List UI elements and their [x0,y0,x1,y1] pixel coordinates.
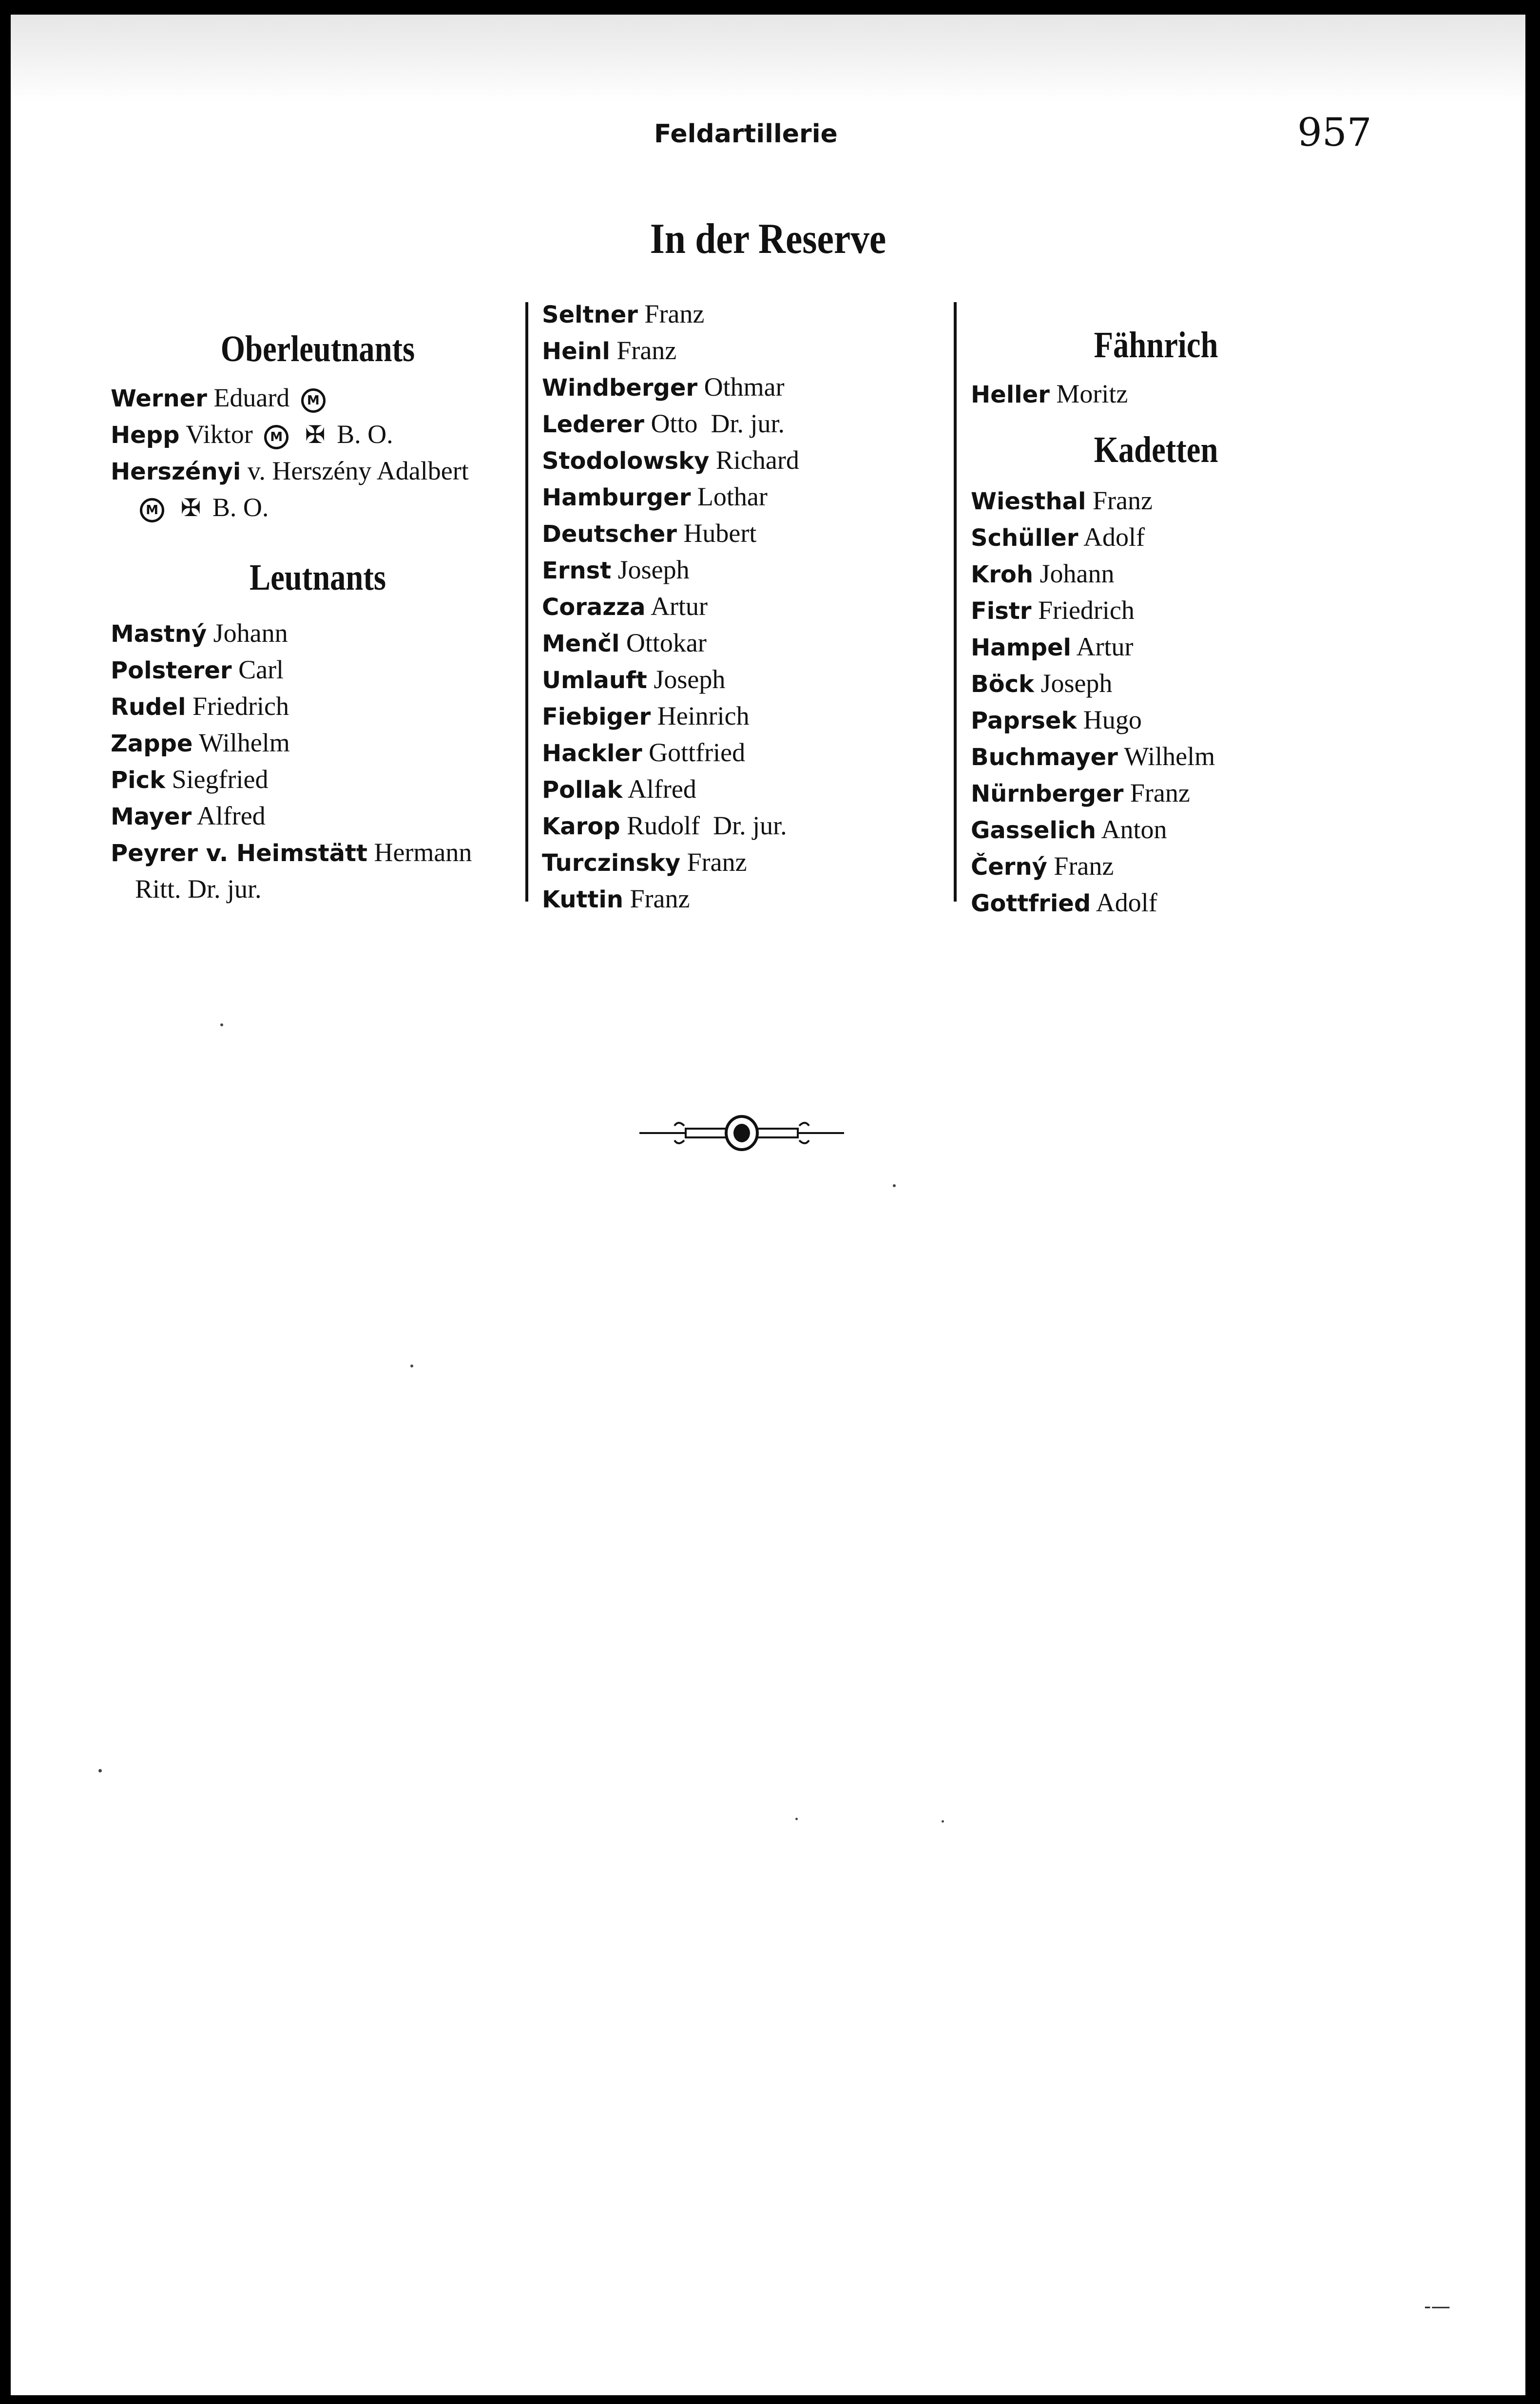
document-page [11,15,1525,2395]
list-item-continuation [111,490,525,526]
scan-shadow [11,15,1525,102]
entry-surname: Stodolowsky [542,447,710,475]
entry-given-name: Hubert [683,519,757,548]
list-item [542,369,956,406]
order-mark-icon: M [264,425,289,449]
heading-leutnants: Leutnants [249,557,386,598]
kadetten-list [971,483,1341,922]
entry-surname: Hepp [111,422,180,449]
list-item [111,689,525,725]
entry-surname: Gasselich [971,817,1097,844]
entry-given-name: Johann [213,618,288,648]
entry-given-name: Siegfried [172,765,269,794]
entry-surname: Fiebiger [542,703,651,731]
list-item [542,589,956,625]
entry-given-name: Joseph [617,555,690,584]
fleuron-ornament-icon [639,1111,844,1155]
list-item [542,625,956,662]
entry-given-name: Franz [644,299,705,328]
list-item [542,406,956,442]
entry-surname: Heinl [542,338,610,365]
entry-given-name: Richard [715,445,799,475]
entry-given-name: Ottokar [626,628,707,657]
entry-surname: Polsterer [111,657,232,684]
entry-surname: Pollak [542,776,623,804]
heading-kadetten: Kadetten [1094,429,1218,470]
entry-given-name: Franz [687,847,747,877]
entry-surname: Ernst [542,557,612,584]
entry-surname: Corazza [542,594,646,621]
entry-surname: Hackler [542,740,642,767]
list-item [111,835,525,871]
entry-surname: Umlauft [542,667,647,694]
entry-given-name: Hugo [1083,705,1142,734]
entry-given-name: Johann [1040,559,1115,588]
entry-surname: Herszényi [111,458,241,485]
running-head: Feldartillerie [654,119,838,149]
right-column [971,302,1341,922]
list-item [542,442,956,479]
entry-suffix: Ritt. Dr. jur. [135,874,262,904]
entry-given-name: Franz [1130,778,1190,808]
list-item [971,376,1341,413]
entry-given-name: Lothar [697,482,768,511]
entry-surname: Deutscher [542,520,677,548]
entry-surname: Kuttin [542,886,624,913]
entry-surname: Peyrer v. Heimstätt [111,840,367,867]
list-item [542,296,956,333]
leutnants-list [111,615,525,907]
entry-surname: Seltner [542,301,638,328]
entry-surname: Karop [542,813,620,840]
entry-surname: Hamburger [542,484,691,511]
entry-surname: Heller [971,381,1050,408]
scan-speck [795,1818,798,1820]
list-item [971,556,1341,593]
entry-given-name: Friedrich [1038,596,1135,625]
entry-surname: Menčl [542,630,620,657]
entry-surname: Schüller [971,524,1078,552]
entry-given-name: Gottfried [649,738,746,767]
entry-surname: Kroh [971,561,1034,588]
cross-icon: ✠ [180,494,201,522]
entry-given-name: Othmar [704,372,785,402]
list-item [971,848,1341,885]
entry-surname: Černý [971,853,1047,881]
entry-given-name: Hermann [374,838,472,867]
entry-given-name: Franz [1092,486,1153,515]
list-item [971,739,1341,775]
list-item [111,453,525,490]
middle-column [542,296,956,918]
entry-given-name: Wilhelm [199,728,290,757]
entry-suffix: B. O. [212,493,269,522]
entry-given-name: Wilhelm [1124,742,1215,771]
entry-surname: Gottfried [971,890,1091,917]
list-item [971,593,1341,629]
heading-faehnrich: Fähnrich [1094,325,1218,365]
entry-given-name: Friedrich [192,692,289,721]
entry-given-name: v. Herszény Adalbert [247,456,469,485]
list-item [111,652,525,689]
column-rule [525,302,528,902]
list-item [111,762,525,798]
entry-given-name: Moritz [1056,379,1128,408]
list-item [971,519,1341,556]
cross-icon: ✠ [305,421,326,449]
list-item [971,812,1341,848]
scan-speck [98,1769,102,1772]
entry-given-name: Franz [1054,851,1114,881]
list-item [542,735,956,771]
list-item [971,885,1341,922]
list-item-continuation [111,871,525,907]
entry-given-name: Joseph [1040,669,1113,698]
scan-speck [220,1023,223,1026]
list-item [542,516,956,552]
list-item [542,698,956,735]
heading-oberleutnants: Oberleutnants [220,328,415,369]
entry-surname: Turczinsky [542,849,681,877]
entry-surname: Windberger [542,374,698,402]
entry-surname: Mayer [111,803,192,830]
entry-surname: Hampel [971,634,1071,661]
list-item [111,798,525,835]
entry-surname: Werner [111,385,207,412]
order-mark-icon: M [301,388,326,413]
list-item [542,662,956,698]
list-item [111,417,525,453]
entry-given-name: Eduard [213,383,290,412]
entry-surname: Paprsek [971,707,1077,734]
scan-speck [893,1184,896,1187]
entry-given-name: Anton [1101,815,1167,844]
list-item [542,771,956,808]
entry-given-name: Rudolf Dr. jur. [627,811,787,840]
list-item [542,552,956,589]
entry-given-name: Adolf [1083,522,1145,552]
entry-given-name: Joseph [654,665,726,694]
entry-given-name: Artur [651,592,708,621]
entry-surname: Wiesthal [971,488,1086,515]
entry-surname: Nürnberger [971,780,1124,808]
list-item [971,775,1341,812]
left-column [111,302,525,907]
section-title: In der Reserve [650,215,886,263]
entry-suffix: B. O. [337,420,393,449]
middle-list [542,296,956,918]
entry-surname: Mastný [111,620,207,648]
entry-given-name: Alfred [627,774,696,804]
entry-surname: Lederer [542,411,644,438]
list-item [971,483,1341,519]
list-item [542,808,956,845]
scan-speck [942,1820,944,1823]
entry-surname: Zappe [111,730,193,757]
entry-given-name: Artur [1076,632,1134,661]
list-item [111,380,525,417]
list-item [542,881,956,918]
entry-given-name: Heinrich [657,701,750,731]
list-item [542,845,956,881]
entry-given-name: Alfred [196,801,266,830]
entry-given-name: Carl [238,655,284,684]
entry-surname: Rudel [111,693,186,721]
entry-surname: Böck [971,671,1034,698]
list-item [111,615,525,652]
entry-surname: Pick [111,767,166,794]
entry-given-name: Otto Dr. jur. [651,409,785,438]
list-item [971,666,1341,702]
entry-given-name: Adolf [1096,888,1157,917]
column-rule [954,302,957,902]
order-mark-icon: M [140,498,164,522]
scan-speck [410,1365,413,1367]
list-item [542,479,956,516]
entry-surname: Buchmayer [971,744,1118,771]
scan-mark: -— [1424,2295,1451,2318]
list-item [971,629,1341,666]
list-item [971,702,1341,739]
list-item [111,725,525,762]
entry-given-name: Franz [630,884,690,913]
page-number: 957 [1297,110,1372,155]
list-item [542,333,956,369]
entry-given-name: Franz [616,336,677,365]
entry-given-name: Viktor [185,420,253,449]
entry-surname: Fistr [971,597,1032,625]
